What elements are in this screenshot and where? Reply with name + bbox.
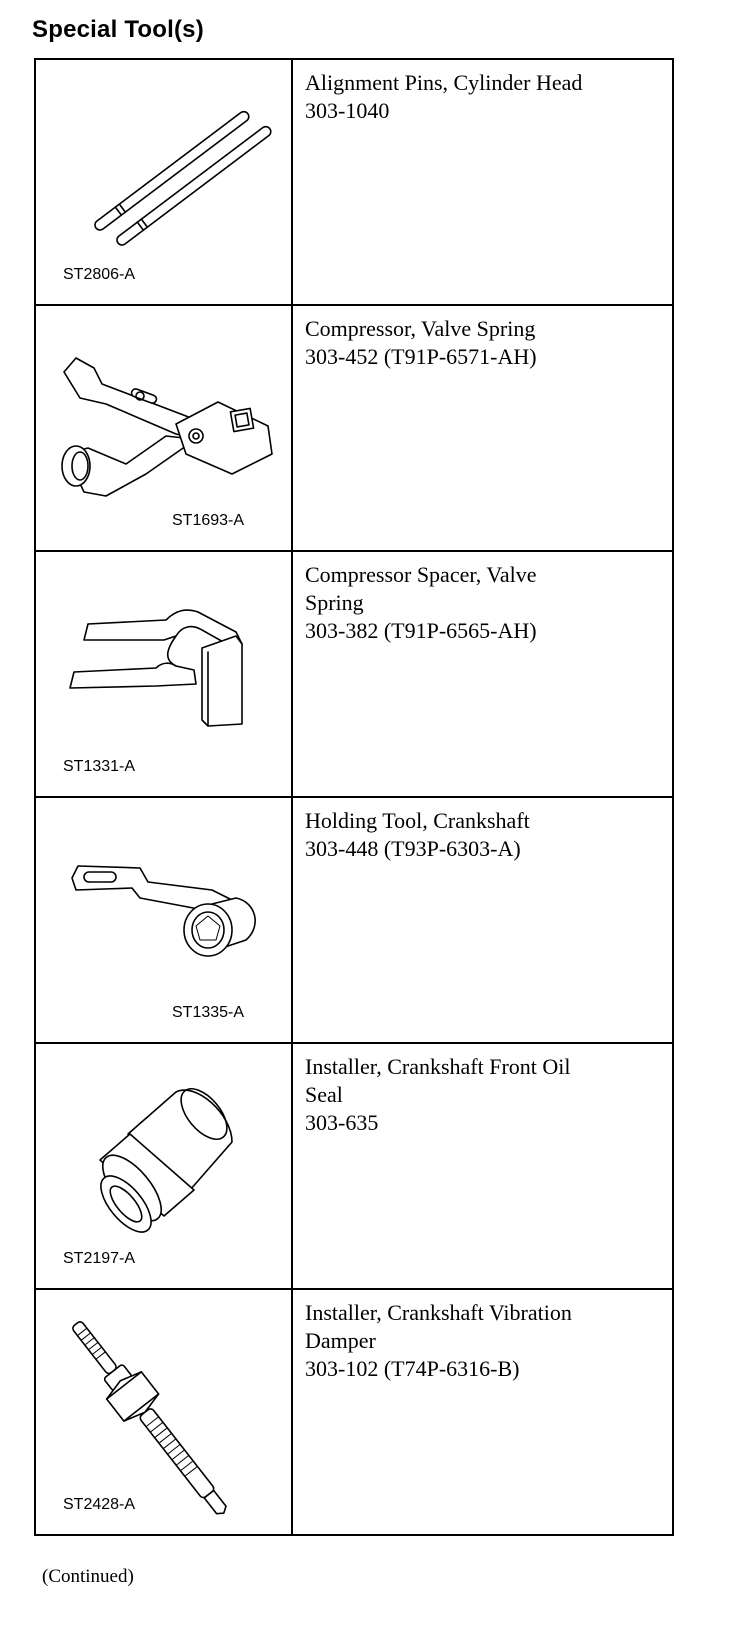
special-tools-table [34,58,674,1536]
tool-number: 303-635 [305,1110,379,1135]
tool-description [292,1043,673,1289]
valve-spring-compressor-icon [36,306,291,552]
tool-row [35,797,673,1043]
tool-row [35,305,673,551]
tool-name-cont: Damper [305,1328,376,1353]
tool-name: Installer, Crankshaft Vibration [305,1300,572,1325]
page-title: Special Tool(s) [32,16,204,43]
tool-name: Compressor Spacer, Valve [305,562,537,587]
tool-number: 303-448 (T93P-6303-A) [305,836,521,861]
tool-illustration-cell [35,797,292,1043]
tool-code: ST1693-A [172,512,245,529]
tool-description [292,797,673,1043]
continued-note: (Continued) [42,1566,134,1587]
tool-description [292,551,673,797]
tool-row [35,1289,673,1535]
tool-description [292,305,673,551]
tool-illustration-cell [35,1289,292,1535]
tool-name-cont: Seal [305,1082,343,1107]
tool-illustration-cell [35,59,292,305]
tool-number: 303-1040 [305,98,390,123]
tool-code: ST1331-A [63,758,136,775]
tool-row [35,1043,673,1289]
tool-number: 303-382 (T91P-6565-AH) [305,618,537,643]
tool-name: Holding Tool, Crankshaft [305,808,530,833]
tool-number: 303-452 (T91P-6571-AH) [305,344,537,369]
tool-code: ST2197-A [63,1250,136,1267]
tool-code: ST1335-A [172,1004,245,1021]
crankshaft-holding-tool-icon [36,798,291,1044]
tool-illustration-cell [35,1043,292,1289]
tool-row [35,551,673,797]
tool-code: ST2428-A [63,1496,136,1513]
tool-name: Alignment Pins, Cylinder Head [305,70,583,95]
tool-description [292,59,673,305]
tool-code: ST2806-A [63,266,136,283]
tool-name-cont: Spring [305,590,364,615]
tool-illustration-cell [35,551,292,797]
tool-name: Compressor, Valve Spring [305,316,536,341]
tool-illustration-cell [35,305,292,551]
tool-name: Installer, Crankshaft Front Oil [305,1054,571,1079]
tool-number: 303-102 (T74P-6316-B) [305,1356,520,1381]
tool-description [292,1289,673,1535]
tool-row [35,59,673,305]
